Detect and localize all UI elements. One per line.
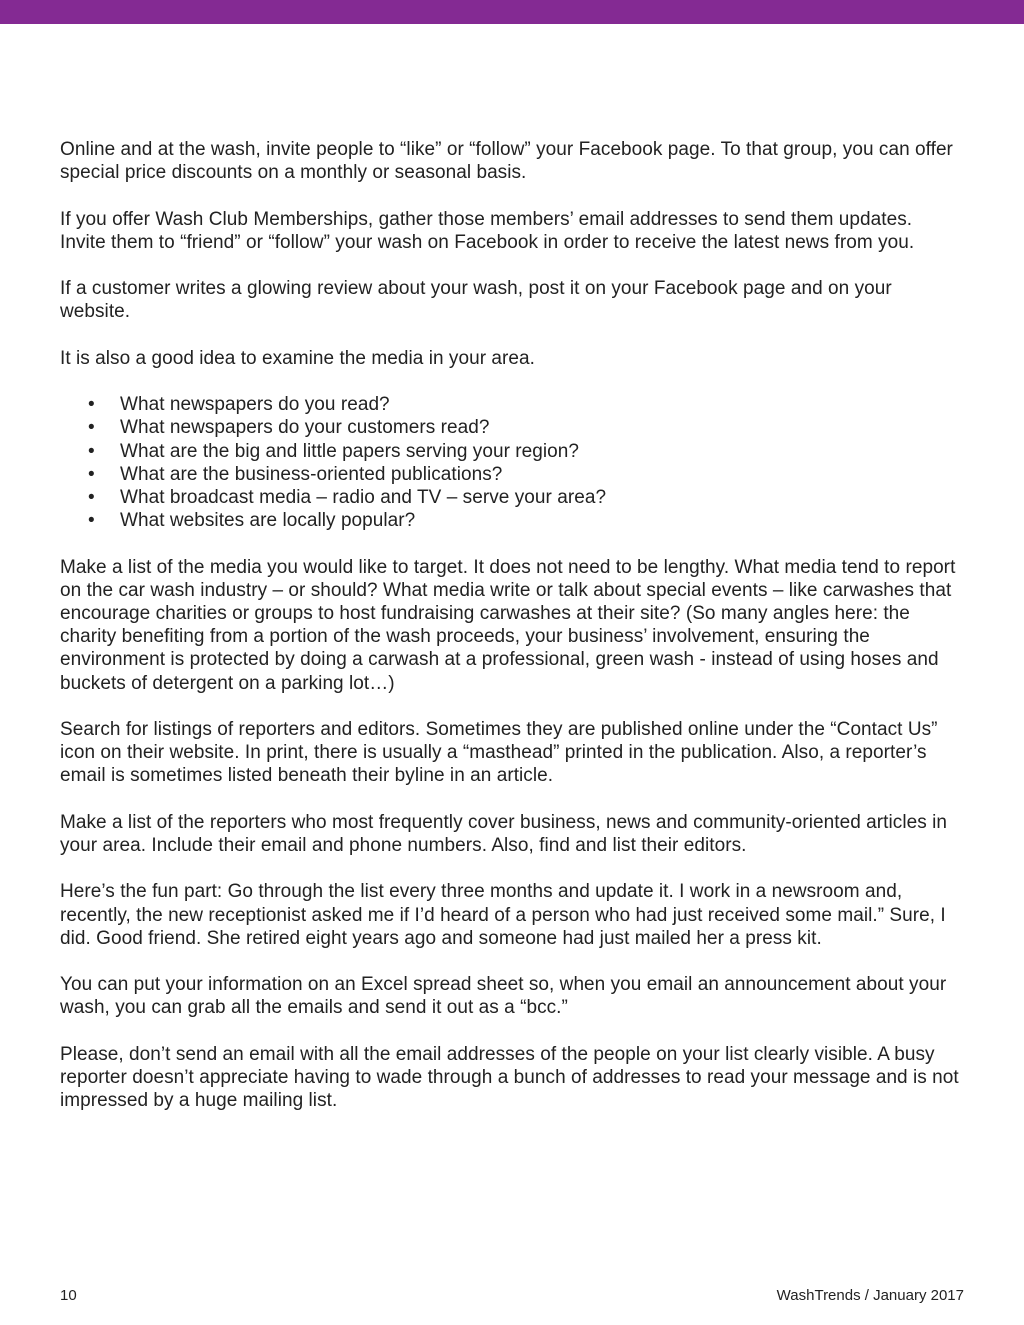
list-item-text: What newspapers do you read?	[120, 394, 390, 416]
bullet-dot-icon: •	[88, 417, 95, 439]
media-questions-list	[60, 393, 960, 532]
article-body	[60, 138, 960, 1136]
publication-issue: WashTrends / January 2017	[776, 1287, 964, 1304]
list-item	[60, 486, 960, 509]
bullet-dot-icon: •	[88, 440, 95, 462]
list-item-text: What are the business-oriented publications?	[120, 463, 503, 485]
paragraph-facebook-invite: Online and at the wash, invite people to “like” or “follow” your Facebook page. To that group, you can offer special price discounts on a monthly or seasonal basis.	[60, 139, 953, 184]
paragraph-excel-bcc: You can put your information on an Excel spread sheet so, when you email an announcement about your wash, you can grab all the emails and send it out as a “bcc.”	[60, 974, 947, 1019]
bullet-dot-icon: •	[88, 463, 95, 485]
list-item-text: What are the big and little papers serving your region?	[120, 440, 580, 462]
list-item	[60, 463, 960, 486]
list-item-text: What websites are locally popular?	[120, 510, 416, 532]
paragraph-update-list: Here’s the fun part: Go through the list every three months and update it. I work in a newsroom and, recently, the new receptionist asked me if I’d heard of a person who had just received some mail.” Sure, I did. Good friend. She retired eight years ago and someone had just mailed her a press kit.	[60, 881, 946, 949]
bullet-dot-icon: •	[88, 394, 95, 416]
header-accent-bar	[0, 0, 1024, 24]
paragraph-media-target-list: Make a list of the media you would like to target. It does not need to be lengthy. What media tend to report on the car wash industry – or should? What media write or talk about special events – like carwashes that encourage charities or groups to host fundraising carwashes at their site? (So many angles here: the charity benefiting from a portion of the wash proceeds, your business’ involvement, ensuring the environment is protected by doing a carwash at a professional, green wash - instead of using hoses and buckets of detergent on a parking lot…)	[60, 556, 956, 694]
paragraph-reporter-list: Make a list of the reporters who most frequently cover business, news and community-oriented articles in your area. Include their email and phone numbers. Also, find and list their editors.	[60, 811, 947, 856]
list-item	[60, 393, 960, 416]
bullet-dot-icon: •	[88, 510, 95, 532]
list-item-text: What newspapers do your customers read?	[120, 417, 490, 439]
list-item	[60, 416, 960, 439]
paragraph-examine-media: It is also a good idea to examine the media in your area.	[60, 347, 535, 369]
bullet-dot-icon: •	[88, 486, 95, 508]
paragraph-glowing-review: If a customer writes a glowing review about your wash, post it on your Facebook page and on your website.	[60, 278, 892, 323]
paragraph-hide-addresses: Please, don’t send an email with all the email addresses of the people on your list clearly visible. A busy reporter doesn’t appreciate having to wade through a bunch of addresses to read your message and is not impressed by a huge mailing list.	[60, 1043, 959, 1112]
list-item	[60, 440, 960, 463]
paragraph-wash-club: If you offer Wash Club Memberships, gather those members’ email addresses to send them updates. Invite them to “friend” or “follow” your wash on Facebook in order to receive the latest news from you.	[60, 208, 915, 253]
paragraph-reporter-listings: Search for listings of reporters and editors. Sometimes they are published online under the “Contact Us” icon on their website. In print, there is usually a “masthead” printed in the publication. Also, a reporter’s email is sometimes listed beneath their byline in an article.	[60, 718, 938, 787]
list-item-text: What broadcast media – radio and TV – serve your area?	[120, 486, 607, 508]
list-item	[60, 509, 960, 532]
page-number: 10	[60, 1287, 77, 1304]
